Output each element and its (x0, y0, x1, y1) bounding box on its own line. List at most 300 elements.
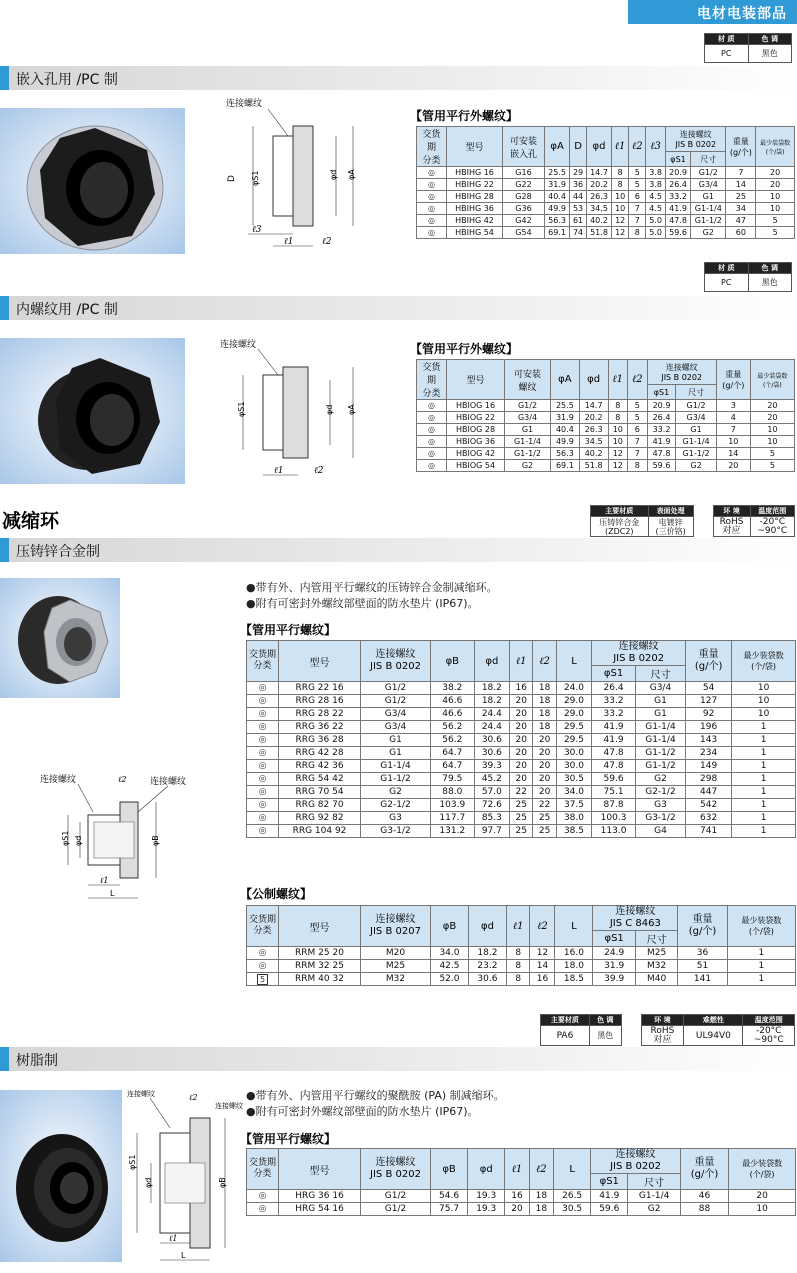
table-cell: 8 (506, 947, 530, 960)
table-cell: 56.2 (431, 734, 475, 747)
table-cell: 103.9 (431, 799, 475, 812)
table-cell: 25 (510, 812, 533, 825)
table-row (247, 960, 796, 973)
delivery-class-cell: ◎ (247, 1203, 279, 1216)
table-cell: 20.2 (586, 179, 611, 191)
table-header: ℓ2 (529, 1149, 553, 1190)
table-cell: 143 (686, 734, 732, 747)
table-cell: 38.0 (556, 812, 592, 825)
spec-header: 色 调 (748, 34, 792, 45)
delivery-class-cell: ◎ (247, 960, 279, 973)
table-row (247, 773, 796, 786)
table-cell: 12 (612, 227, 629, 239)
section-bar-zinc (0, 538, 797, 562)
table-cell: 79.5 (431, 773, 475, 786)
table-cell: 60 (726, 227, 756, 239)
table-cell: HBIOG 28 (447, 424, 505, 436)
table-header: 尺寸 (628, 1174, 681, 1190)
table-row (417, 203, 795, 215)
table-cell: RRG 92 82 (279, 812, 361, 825)
delivery-class-cell: ◎ (247, 947, 279, 960)
table-row (417, 448, 795, 460)
table-cell: 47.8 (592, 747, 636, 760)
table-cell: 51.8 (586, 227, 611, 239)
table-cell: 85.3 (474, 812, 510, 825)
table-cell: 1 (732, 799, 796, 812)
table-cell: 30.5 (554, 1203, 591, 1216)
product-photo-rrg (0, 578, 120, 698)
table-cell: 1 (732, 786, 796, 799)
table-cell: G1-1/4 (635, 721, 685, 734)
table-cell: G54 (503, 227, 545, 239)
table-cell: M32 (361, 973, 431, 986)
table-hrg (246, 1148, 796, 1216)
delivery-class-cell: ◎ (417, 215, 447, 227)
table-header: ℓ1 (506, 906, 530, 947)
table-header: φd (468, 1149, 505, 1190)
table-cell: 196 (686, 721, 732, 734)
table-cell: 18.0 (555, 960, 593, 973)
table-cell: 8 (608, 400, 628, 412)
table-cell: 64.7 (431, 760, 475, 773)
table-cell: 25 (726, 191, 756, 203)
table-cell: RRG 70 54 (279, 786, 361, 799)
svg-text:L: L (181, 1251, 186, 1260)
table-cell: G2-1/2 (361, 799, 431, 812)
table-cell: 57.0 (474, 786, 510, 799)
table3-title: 【管用平行螺纹】 (240, 623, 337, 637)
table-header: 交货期 分类 (247, 1149, 279, 1190)
table-cell: 41.9 (665, 203, 690, 215)
table-cell: 26.4 (665, 179, 690, 191)
table-header: 最少装袋数 (个/袋) (750, 360, 794, 400)
table-cell: 10 (750, 436, 794, 448)
table-cell: 29.0 (556, 708, 592, 721)
table5-title: 【管用平行螺纹】 (240, 1132, 337, 1146)
table-cell: 16 (505, 1190, 529, 1203)
table-cell: 24.4 (474, 721, 510, 734)
table-cell: 87.8 (592, 799, 636, 812)
table-cell: 26.4 (647, 412, 676, 424)
table-cell: 34.5 (586, 203, 611, 215)
table-cell: 113.0 (592, 825, 636, 838)
svg-text:φS1: φS1 (61, 830, 70, 846)
table-row (247, 682, 796, 695)
table-cell: 1 (732, 747, 796, 760)
delivery-class-cell: ◎ (417, 191, 447, 203)
table-cell: 117.7 (431, 812, 475, 825)
table-cell: G2 (505, 460, 551, 472)
table-cell: M25 (635, 947, 677, 960)
delivery-class-cell: ◎ (247, 825, 279, 838)
table-cell: 18 (533, 708, 556, 721)
table-cell: G1/2 (691, 167, 726, 179)
table-cell: 18 (529, 1190, 553, 1203)
table-cell: 7 (726, 167, 756, 179)
table-cell: 1 (732, 773, 796, 786)
table2-title: 【管用平行外螺纹】 (410, 342, 519, 356)
table-cell: 5 (750, 448, 794, 460)
table-cell: 33.2 (592, 695, 636, 708)
table-cell: 46.6 (431, 708, 475, 721)
table-cell: 16 (510, 682, 533, 695)
table-cell: G3 (635, 799, 685, 812)
table-cell: HBIOG 16 (447, 400, 505, 412)
table-header: ℓ3 (646, 127, 666, 167)
table-cell: 24.9 (593, 947, 636, 960)
table-cell: 741 (686, 825, 732, 838)
table-cell: 632 (686, 812, 732, 825)
table-cell: 18 (529, 1203, 553, 1216)
table-cell: 51.8 (579, 460, 608, 472)
table-cell: 131.2 (431, 825, 475, 838)
table-cell: 25 (510, 825, 533, 838)
table-header: ℓ1 (510, 641, 533, 682)
table-row (417, 191, 795, 203)
table-cell: 12 (612, 215, 629, 227)
product-photo-hbiog (0, 338, 185, 484)
table-row (247, 760, 796, 773)
table-cell: 92 (686, 708, 732, 721)
table-cell: G1-1/4 (691, 203, 726, 215)
table-cell: 1 (732, 825, 796, 838)
table-cell: 20 (533, 773, 556, 786)
table-cell: G3/4 (361, 721, 431, 734)
table-header: 连接螺纹 JIS C 8463 (593, 906, 678, 931)
delivery-class-cell: ◎ (247, 773, 279, 786)
table-header: 尺寸 (635, 666, 685, 682)
delivery-class-cell: ◎ (247, 708, 279, 721)
table-cell: 20 (750, 400, 794, 412)
delivery-class-cell: ◎ (417, 179, 447, 191)
table-cell: RRG 28 16 (279, 695, 361, 708)
table-cell: RRG 54 42 (279, 773, 361, 786)
table-cell: 49.9 (545, 203, 570, 215)
table-header: 连接螺纹 JIS B 0202 (592, 641, 686, 666)
table-cell: 10 (729, 1203, 796, 1216)
svg-text:连接螺纹: 连接螺纹 (215, 1102, 243, 1110)
table-cell: 30.0 (556, 747, 592, 760)
table-cell: 20.9 (647, 400, 676, 412)
table-cell: 36 (570, 179, 587, 191)
table-cell: 41.9 (592, 721, 636, 734)
table-cell: 33.2 (592, 708, 636, 721)
table-header: 可安装 嵌入孔 (503, 127, 545, 167)
table-cell: RRG 104 92 (279, 825, 361, 838)
table-rrm (246, 905, 796, 986)
table-header: φd (579, 360, 608, 400)
table-cell: 3.8 (646, 179, 666, 191)
table-cell: 31.9 (551, 412, 580, 424)
table-cell: 29 (570, 167, 587, 179)
table-row (247, 695, 796, 708)
table-cell: G1-1/2 (691, 215, 726, 227)
table-header: 最少装袋数 (个/袋) (727, 906, 795, 947)
table-row (417, 179, 795, 191)
table-cell: 149 (686, 760, 732, 773)
table-cell: 20.2 (579, 412, 608, 424)
table-row (417, 215, 795, 227)
delivery-class-cell: ◎ (247, 721, 279, 734)
table-cell: 22 (510, 786, 533, 799)
delivery-class-cell: ◎ (417, 424, 447, 436)
bullet-line: ●附有可密封外螺纹部壁面的防水垫片 (IP67)。 (246, 597, 479, 610)
table-cell: 97.7 (474, 825, 510, 838)
delivery-class-cell: ◎ (247, 695, 279, 708)
table-cell: 40.2 (579, 448, 608, 460)
table-cell: 4.5 (646, 203, 666, 215)
diagram-rrg (38, 770, 198, 905)
table-cell: RRM 40 32 (279, 973, 361, 986)
table-cell: 10 (608, 424, 628, 436)
table-row (417, 400, 795, 412)
table-cell: G1/2 (361, 1190, 431, 1203)
table-cell: 47.8 (665, 215, 690, 227)
table-cell: 6 (629, 191, 646, 203)
table-cell: 20 (716, 460, 750, 472)
delivery-class-cell: ◎ (247, 1190, 279, 1203)
table-cell: 141 (678, 973, 727, 986)
table-cell: 8 (612, 167, 629, 179)
table-cell: 44 (570, 191, 587, 203)
table-cell: 1 (727, 973, 795, 986)
table-cell: 8 (629, 227, 646, 239)
table-cell: 41.9 (592, 734, 636, 747)
table-cell: 36 (678, 947, 727, 960)
table-cell: 74 (570, 227, 587, 239)
table-cell: 1 (732, 734, 796, 747)
table-cell: 33.2 (665, 191, 690, 203)
table-header: 型号 (279, 641, 361, 682)
table-header: φB (431, 906, 469, 947)
svg-text:连接螺纹: 连接螺纹 (220, 340, 257, 350)
table-cell: 10 (732, 682, 796, 695)
table-cell: G3/4 (505, 412, 551, 424)
table-hbihg (416, 126, 795, 239)
table-cell: 59.6 (647, 460, 676, 472)
table-cell: 12 (608, 448, 628, 460)
table-cell: 49.9 (551, 436, 580, 448)
table-header: 交货期 分类 (417, 127, 447, 167)
svg-text:D: D (227, 175, 237, 182)
svg-text:φd: φd (74, 835, 83, 846)
table-cell: 3.8 (646, 167, 666, 179)
delivery-class-cell: ◎ (247, 747, 279, 760)
table-cell: G2 (635, 773, 685, 786)
section-title: 嵌入孔用 /PC 制 (16, 72, 118, 88)
svg-text:ℓ1: ℓ1 (100, 876, 109, 885)
table-cell: 10 (732, 708, 796, 721)
table-cell: G1/2 (361, 682, 431, 695)
table-cell: HBIOG 22 (447, 412, 505, 424)
table-cell: 61 (570, 215, 587, 227)
spec-header: 材 质 (705, 34, 749, 45)
table-cell: 20 (510, 695, 533, 708)
delivery-class-cell: ◎ (417, 412, 447, 424)
table-cell: G1-1/4 (361, 760, 431, 773)
table-row (247, 747, 796, 760)
table-cell: 64.7 (431, 747, 475, 760)
table-cell: 18.2 (474, 682, 510, 695)
table-cell: G1-1/4 (635, 734, 685, 747)
svg-text:ℓ3: ℓ3 (252, 225, 262, 235)
table-cell: 8 (612, 179, 629, 191)
table-cell: 7 (628, 436, 648, 448)
table-cell: 20 (510, 721, 533, 734)
table-cell: HBIOG 36 (447, 436, 505, 448)
table-header: φA (551, 360, 580, 400)
delivery-class-badge: 5 (257, 974, 268, 985)
table-cell: G1-1/2 (635, 747, 685, 760)
svg-text:φd: φd (325, 404, 334, 415)
table4-title: 【公制螺纹】 (240, 887, 313, 901)
table-cell: 42.5 (431, 960, 469, 973)
table-header: ℓ2 (530, 906, 555, 947)
top-banner: 电材电装部品 (628, 0, 797, 24)
table-header: 交货期 分类 (247, 641, 279, 682)
table-cell: G1 (361, 734, 431, 747)
svg-text:φS1: φS1 (237, 401, 246, 417)
table-cell: 10 (756, 203, 795, 215)
svg-text:φB: φB (218, 1177, 227, 1188)
section-bar-resin (0, 1047, 797, 1071)
table-cell: 20 (750, 412, 794, 424)
table-cell: 20 (756, 179, 795, 191)
table-cell: 18 (533, 682, 556, 695)
table-cell: G3/4 (635, 682, 685, 695)
table-cell: RRG 36 22 (279, 721, 361, 734)
table-cell: 30.6 (474, 747, 510, 760)
table-cell: 14.7 (579, 400, 608, 412)
resin-bullets (246, 1088, 505, 1120)
table-cell: G1-1/4 (505, 436, 551, 448)
table-cell: 24.4 (474, 708, 510, 721)
table-row (247, 1190, 796, 1203)
table-cell: HBIHG 42 (447, 215, 503, 227)
spec-block-4: 主要材质 色 调 环 境 难燃性 温度范围 PA6 黑色 RoHS 对应 UL94V0 -20°C ~90°C (540, 1014, 795, 1046)
table-cell: 20 (510, 734, 533, 747)
table-header: φS1 (593, 931, 636, 947)
table-header: 最少装袋数 (个/袋) (732, 641, 796, 682)
table-header: 连接螺纹 JIS B 0202 (647, 360, 716, 385)
svg-text:φd: φd (329, 169, 338, 180)
table-cell: G42 (503, 215, 545, 227)
table-cell: 20 (510, 708, 533, 721)
table-row (247, 734, 796, 747)
table-cell: 54.6 (431, 1190, 468, 1203)
table-rrg (246, 640, 796, 838)
delivery-class-cell: ◎ (247, 812, 279, 825)
table-cell: RRG 36 28 (279, 734, 361, 747)
table-cell: 14 (716, 448, 750, 460)
table-cell: 7 (628, 448, 648, 460)
table-cell: 12 (530, 947, 555, 960)
table-cell: 5 (756, 227, 795, 239)
table-header: 尺寸 (691, 152, 726, 167)
table-header: ℓ1 (505, 1149, 529, 1190)
table-cell: 5 (629, 179, 646, 191)
spec-value: 黑色 (748, 45, 792, 63)
table-row (247, 721, 796, 734)
table-header: φd (586, 127, 611, 167)
table-cell: 12 (608, 460, 628, 472)
table-cell: G4 (635, 825, 685, 838)
table-cell: 31.9 (545, 179, 570, 191)
table-row (417, 167, 795, 179)
table-header: φS1 (592, 666, 636, 682)
table-cell: G1-1/2 (676, 448, 716, 460)
svg-text:ℓ1: ℓ1 (169, 1234, 178, 1243)
table-cell: 18.2 (474, 695, 510, 708)
table-cell: 6 (628, 424, 648, 436)
diagram-hbihg (218, 96, 368, 256)
table-cell: 30.6 (474, 734, 510, 747)
table-header: 交货期 分类 (417, 360, 447, 400)
table-cell: 75.7 (431, 1203, 468, 1216)
table-cell: HRG 54 16 (279, 1203, 361, 1216)
table-cell: RRG 82 70 (279, 799, 361, 812)
table-cell: 8 (506, 960, 530, 973)
table-cell: 41.9 (647, 436, 676, 448)
table-row (247, 947, 796, 960)
table-cell: 10 (716, 436, 750, 448)
table-cell: G1/2 (505, 400, 551, 412)
table-cell: G1 (676, 424, 716, 436)
table-cell: 20 (533, 747, 556, 760)
table-cell: 5.0 (646, 227, 666, 239)
table-cell: 25 (533, 812, 556, 825)
table-cell: G3-1/2 (635, 812, 685, 825)
delivery-class-cell: ◎ (417, 167, 447, 179)
table-cell: 1 (727, 960, 795, 973)
table-cell: 1 (732, 812, 796, 825)
table-header: ℓ2 (533, 641, 556, 682)
table-cell: 1 (732, 721, 796, 734)
table-header: L (555, 906, 593, 947)
table-cell: 10 (750, 424, 794, 436)
table-cell: G1-1/2 (635, 760, 685, 773)
table-cell: 56.2 (431, 721, 475, 734)
table-header: L (556, 641, 592, 682)
table-header: 重量 (g/个) (678, 906, 727, 947)
table-header: ℓ2 (629, 127, 646, 167)
table-header: 重量 (g/个) (716, 360, 750, 400)
table-row (247, 1203, 796, 1216)
table-cell: G22 (503, 179, 545, 191)
table-cell: 53 (570, 203, 587, 215)
table-cell: 59.6 (592, 773, 636, 786)
table-cell: 26.4 (592, 682, 636, 695)
table-cell: 46 (680, 1190, 728, 1203)
table-cell: 298 (686, 773, 732, 786)
table-cell: 14 (530, 960, 555, 973)
table-cell: 24.0 (556, 682, 592, 695)
svg-text:φS1: φS1 (128, 1154, 137, 1170)
table-cell: 20 (510, 747, 533, 760)
spec-block-1 (704, 33, 792, 63)
table-cell: 20 (729, 1190, 796, 1203)
table-cell: 72.6 (474, 799, 510, 812)
section-bar-pc-thread (0, 296, 797, 320)
table-header: ℓ1 (608, 360, 628, 400)
table-cell: G1 (505, 424, 551, 436)
section-title: 树脂制 (16, 1053, 58, 1069)
table-cell: 10 (608, 436, 628, 448)
table-cell: HRG 36 16 (279, 1190, 361, 1203)
table-cell: 22 (533, 799, 556, 812)
table-cell: 16.0 (555, 947, 593, 960)
table-header: 尺寸 (635, 931, 677, 947)
